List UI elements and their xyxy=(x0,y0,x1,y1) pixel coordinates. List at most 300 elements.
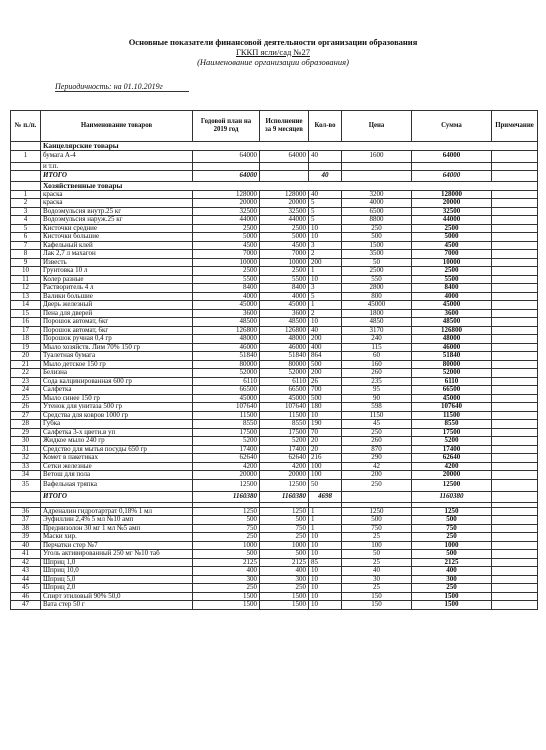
execution-9-months: 5500 xyxy=(260,275,309,284)
note xyxy=(492,601,538,610)
table-row xyxy=(11,411,538,420)
annual-plan: 300 xyxy=(193,575,260,584)
column-header: Примечание xyxy=(492,111,538,142)
quantity: 4698 xyxy=(309,491,342,502)
execution-9-months: 44000 xyxy=(260,216,309,225)
sum: 6110 xyxy=(412,377,492,386)
execution-9-months: 45000 xyxy=(260,301,309,310)
item-name: Водоэмульсия наруж.25 кг xyxy=(41,216,193,225)
note xyxy=(492,335,538,344)
price: 25 xyxy=(342,584,412,593)
column-header: Сумма xyxy=(412,111,492,142)
sum: 2500 xyxy=(412,224,492,233)
item-name: Мыло синее 150 гр xyxy=(41,394,193,403)
item-name: Шприц 5,0 xyxy=(41,575,193,584)
sum: 1160380 xyxy=(412,491,492,502)
annual-plan: 6110 xyxy=(193,377,260,386)
item-name: Перчатки стер №7 xyxy=(41,541,193,550)
execution-9-months: 8550 xyxy=(260,420,309,429)
quantity: 10 xyxy=(309,575,342,584)
sum: 45000 xyxy=(412,301,492,310)
quantity: 50 xyxy=(309,479,342,491)
item-name: Сода калцинированная 600 гр xyxy=(41,377,193,386)
period-label: Периодичность: на 01.10.2019г xyxy=(55,82,163,91)
item-name: Колер разные xyxy=(41,275,193,284)
item-name: Порошок ручная 0,4 гр xyxy=(41,335,193,344)
annual-plan: 4500 xyxy=(193,241,260,250)
annual-plan: 10000 xyxy=(193,258,260,267)
price: 800 xyxy=(342,292,412,301)
quantity: 10 xyxy=(309,601,342,610)
execution-9-months: 66500 xyxy=(260,386,309,395)
item-name: Пена для дверей xyxy=(41,309,193,318)
price: 8800 xyxy=(342,216,412,225)
note xyxy=(492,411,538,420)
note xyxy=(492,550,538,559)
price: 1600 xyxy=(342,150,412,162)
item-name: Водоэмульсия внутр.25 кг xyxy=(41,207,193,216)
price: 3170 xyxy=(342,326,412,335)
quantity: 40 xyxy=(309,150,342,162)
execution-9-months: 4200 xyxy=(260,462,309,471)
sum: 500 xyxy=(412,516,492,525)
quantity: 10 xyxy=(309,224,342,233)
table-row xyxy=(11,190,538,199)
table-row xyxy=(11,335,538,344)
price: 1500 xyxy=(342,241,412,250)
execution-9-months: 48000 xyxy=(260,335,309,344)
sum: 11500 xyxy=(412,411,492,420)
row-number: 23 xyxy=(11,377,41,386)
item-name: Уголь активированный 250 мг №10 таб xyxy=(41,550,193,559)
annual-plan xyxy=(193,162,260,171)
execution-9-months: 64000 xyxy=(260,150,309,162)
section-title: Канцелярские товары xyxy=(41,142,538,151)
sum: 80000 xyxy=(412,360,492,369)
item-name: Вата стер 50 г xyxy=(41,601,193,610)
annual-plan: 64000 xyxy=(193,150,260,162)
row-number: 2 xyxy=(11,199,41,208)
note xyxy=(492,199,538,208)
quantity: 10 xyxy=(309,541,342,550)
row-number: 39 xyxy=(11,533,41,542)
execution-9-months: 2125 xyxy=(260,558,309,567)
quantity: 20 xyxy=(309,445,342,454)
quantity: 3 xyxy=(309,241,342,250)
quantity: 3 xyxy=(309,284,342,293)
row-number: 17 xyxy=(11,326,41,335)
column-header: Наименование товаров xyxy=(41,111,193,142)
sum: 8400 xyxy=(412,284,492,293)
row-number: 18 xyxy=(11,335,41,344)
row-number: 30 xyxy=(11,437,41,446)
annual-plan: 1500 xyxy=(193,601,260,610)
price: 250 xyxy=(342,224,412,233)
table-row xyxy=(11,454,538,463)
quantity: 10 xyxy=(309,550,342,559)
table-row xyxy=(11,420,538,429)
item-name: и т.п. xyxy=(41,162,193,171)
execution-9-months xyxy=(260,162,309,171)
row-number: 29 xyxy=(11,428,41,437)
section-title: Хозяйственные товары xyxy=(41,182,538,191)
note xyxy=(492,420,538,429)
annual-plan: 44000 xyxy=(193,216,260,225)
annual-plan: 5200 xyxy=(193,437,260,446)
note xyxy=(492,318,538,327)
annual-plan: 12500 xyxy=(193,479,260,491)
table-row xyxy=(11,550,538,559)
note xyxy=(492,516,538,525)
annual-plan: 48000 xyxy=(193,335,260,344)
row-number: 7 xyxy=(11,241,41,250)
table-row xyxy=(11,558,538,567)
row-number: 42 xyxy=(11,558,41,567)
note xyxy=(492,207,538,216)
row-number xyxy=(11,162,41,171)
table-row xyxy=(11,258,538,267)
row-number: 22 xyxy=(11,369,41,378)
note xyxy=(492,267,538,276)
execution-9-months: 126800 xyxy=(260,326,309,335)
note xyxy=(492,533,538,542)
execution-9-months xyxy=(260,171,309,182)
annual-plan: 80000 xyxy=(193,360,260,369)
sum: 1500 xyxy=(412,592,492,601)
table-row xyxy=(11,162,538,171)
item-name: Маски хир. xyxy=(41,533,193,542)
sum: 2125 xyxy=(412,558,492,567)
item-name: Мыло хозяйств. Лим 70% 150 гр xyxy=(41,343,193,352)
note xyxy=(492,524,538,533)
item-name: Губка xyxy=(41,420,193,429)
execution-9-months: 52000 xyxy=(260,369,309,378)
execution-9-months: 4500 xyxy=(260,241,309,250)
sum: 2500 xyxy=(412,267,492,276)
annual-plan: 4200 xyxy=(193,462,260,471)
column-header: Годовой план на 2019 год xyxy=(193,111,260,142)
quantity: 5 xyxy=(309,199,342,208)
organization-caption: (Наименование организации образования) xyxy=(197,57,349,67)
execution-9-months: 107640 xyxy=(260,403,309,412)
execution-9-months: 20000 xyxy=(260,199,309,208)
table-row xyxy=(11,507,538,516)
quantity: 200 xyxy=(309,258,342,267)
price: 4000 xyxy=(342,199,412,208)
table-row xyxy=(11,318,538,327)
note xyxy=(492,394,538,403)
row-number: 28 xyxy=(11,420,41,429)
quantity xyxy=(309,162,342,171)
table-row xyxy=(11,428,538,437)
annual-plan: 500 xyxy=(193,516,260,525)
note xyxy=(492,479,538,491)
execution-9-months: 750 xyxy=(260,524,309,533)
execution-9-months: 17500 xyxy=(260,428,309,437)
quantity: 10 xyxy=(309,411,342,420)
annual-plan: 250 xyxy=(193,533,260,542)
table-row xyxy=(11,386,538,395)
item-name: Спирт этиловый 90% 50,0 xyxy=(41,592,193,601)
sum: 107640 xyxy=(412,403,492,412)
row-number: 40 xyxy=(11,541,41,550)
table-row xyxy=(11,292,538,301)
price: 260 xyxy=(342,369,412,378)
item-name: Дверь железный xyxy=(41,301,193,310)
quantity: 5 xyxy=(309,216,342,225)
execution-9-months: 2500 xyxy=(260,224,309,233)
row-number: 5 xyxy=(11,224,41,233)
row-number: 34 xyxy=(11,471,41,480)
item-name: бумага А-4 xyxy=(41,150,193,162)
sum: 1250 xyxy=(412,507,492,516)
execution-9-months: 32500 xyxy=(260,207,309,216)
note xyxy=(492,454,538,463)
execution-9-months: 5200 xyxy=(260,437,309,446)
annual-plan: 17500 xyxy=(193,428,260,437)
annual-plan: 45000 xyxy=(193,394,260,403)
table-row xyxy=(11,524,538,533)
price: 500 xyxy=(342,233,412,242)
total-row xyxy=(11,171,538,182)
table-row xyxy=(11,284,538,293)
sum: 4200 xyxy=(412,462,492,471)
execution-9-months: 7000 xyxy=(260,250,309,259)
table-row xyxy=(11,343,538,352)
sum: 3600 xyxy=(412,309,492,318)
row-number: 8 xyxy=(11,250,41,259)
item-name: Кисточки средние xyxy=(41,224,193,233)
annual-plan: 1500 xyxy=(193,592,260,601)
note xyxy=(492,360,538,369)
execution-9-months: 46000 xyxy=(260,343,309,352)
note xyxy=(492,558,538,567)
table-row xyxy=(11,224,538,233)
annual-plan: 8400 xyxy=(193,284,260,293)
price: 150 xyxy=(342,601,412,610)
execution-9-months: 6110 xyxy=(260,377,309,386)
price: 50 xyxy=(342,550,412,559)
table-row xyxy=(11,533,538,542)
price: 750 xyxy=(342,524,412,533)
annual-plan: 3600 xyxy=(193,309,260,318)
annual-plan: 52000 xyxy=(193,369,260,378)
item-name: Преднизолон 30 мг 1 мл №5 амп xyxy=(41,524,193,533)
row-number: 43 xyxy=(11,567,41,576)
item-name: Кафельный клей xyxy=(41,241,193,250)
row-number: 14 xyxy=(11,301,41,310)
quantity: 864 xyxy=(309,352,342,361)
table-row xyxy=(11,275,538,284)
section-num-cell xyxy=(11,182,41,191)
quantity: 1 xyxy=(309,507,342,516)
execution-9-months: 500 xyxy=(260,516,309,525)
section-row xyxy=(11,142,538,151)
item-name: Жидкое мыло 240 гр xyxy=(41,437,193,446)
execution-9-months: 51840 xyxy=(260,352,309,361)
item-name: Лак 2,7 л махагон xyxy=(41,250,193,259)
quantity: 100 xyxy=(309,462,342,471)
table-row xyxy=(11,516,538,525)
table-row xyxy=(11,403,538,412)
quantity: 10 xyxy=(309,275,342,284)
sum: 5500 xyxy=(412,275,492,284)
price: 1250 xyxy=(342,507,412,516)
row-number: 26 xyxy=(11,403,41,412)
table-row xyxy=(11,150,538,162)
quantity: 40 xyxy=(309,171,342,182)
item-name: Известь xyxy=(41,258,193,267)
annual-plan: 2500 xyxy=(193,267,260,276)
note xyxy=(492,284,538,293)
quantity: 1 xyxy=(309,267,342,276)
row-number: 37 xyxy=(11,516,41,525)
execution-9-months: 11500 xyxy=(260,411,309,420)
note xyxy=(492,541,538,550)
sum: 62640 xyxy=(412,454,492,463)
organization-name: ГККП ясли/сад №27 xyxy=(235,47,311,57)
annual-plan: 62640 xyxy=(193,454,260,463)
sum: 126800 xyxy=(412,326,492,335)
execution-9-months: 500 xyxy=(260,550,309,559)
sum: 5200 xyxy=(412,437,492,446)
price: 30 xyxy=(342,575,412,584)
annual-plan: 2500 xyxy=(193,224,260,233)
note xyxy=(492,428,538,437)
sum: 500 xyxy=(412,550,492,559)
annual-plan: 5500 xyxy=(193,275,260,284)
table-row xyxy=(11,437,538,446)
price: 2800 xyxy=(342,284,412,293)
column-header: Цена xyxy=(342,111,412,142)
sum: 45000 xyxy=(412,394,492,403)
quantity: 1 xyxy=(309,524,342,533)
sum: 52000 xyxy=(412,369,492,378)
price: 2500 xyxy=(342,267,412,276)
row-number: 32 xyxy=(11,454,41,463)
item-name: Вафельная тряпка xyxy=(41,479,193,491)
row-number: 16 xyxy=(11,318,41,327)
note xyxy=(492,462,538,471)
price: 1150 xyxy=(342,411,412,420)
price: 3500 xyxy=(342,250,412,259)
table-row xyxy=(11,369,538,378)
price: 6500 xyxy=(342,207,412,216)
table-row xyxy=(11,479,538,491)
quantity: 5 xyxy=(309,207,342,216)
row-number: 36 xyxy=(11,507,41,516)
execution-9-months: 300 xyxy=(260,575,309,584)
annual-plan: 4000 xyxy=(193,292,260,301)
quantity: 10 xyxy=(309,592,342,601)
sum: 5000 xyxy=(412,233,492,242)
note xyxy=(492,292,538,301)
quantity: 70 xyxy=(309,428,342,437)
execution-9-months: 1500 xyxy=(260,601,309,610)
row-number: 33 xyxy=(11,462,41,471)
row-number: 12 xyxy=(11,284,41,293)
item-name: Кисточки большие xyxy=(41,233,193,242)
sum: 17400 xyxy=(412,445,492,454)
quantity: 10 xyxy=(309,567,342,576)
price: 40 xyxy=(342,567,412,576)
note xyxy=(492,216,538,225)
note xyxy=(492,258,538,267)
quantity: 1 xyxy=(309,301,342,310)
price: 42 xyxy=(342,462,412,471)
table-row xyxy=(11,309,538,318)
quantity: 2 xyxy=(309,309,342,318)
table-row xyxy=(11,241,538,250)
item-name: Сетки железные xyxy=(41,462,193,471)
column-header: Кол-во xyxy=(309,111,342,142)
table-row xyxy=(11,601,538,610)
quantity: 100 xyxy=(309,471,342,480)
quantity: 1 xyxy=(309,516,342,525)
quantity: 40 xyxy=(309,326,342,335)
price: 150 xyxy=(342,592,412,601)
sum: 48000 xyxy=(412,335,492,344)
table-row xyxy=(11,326,538,335)
price: 95 xyxy=(342,386,412,395)
execution-9-months: 2500 xyxy=(260,267,309,276)
item-name: краска xyxy=(41,190,193,199)
price: 235 xyxy=(342,377,412,386)
row-number: 9 xyxy=(11,258,41,267)
sum: 250 xyxy=(412,584,492,593)
note xyxy=(492,301,538,310)
price: 25 xyxy=(342,558,412,567)
note xyxy=(492,369,538,378)
row-number: 24 xyxy=(11,386,41,395)
item-name: ИТОГО xyxy=(41,171,193,182)
quantity: 400 xyxy=(309,343,342,352)
column-header: Исполнение за 9 месяцев xyxy=(260,111,309,142)
table-row xyxy=(11,301,538,310)
note xyxy=(492,190,538,199)
quantity: 500 xyxy=(309,360,342,369)
note xyxy=(492,150,538,162)
total-row xyxy=(11,491,538,502)
table-row xyxy=(11,360,538,369)
sum: 44000 xyxy=(412,216,492,225)
annual-plan: 48500 xyxy=(193,318,260,327)
annual-plan: 20000 xyxy=(193,199,260,208)
item-name: Эуфиллин 2,4% 5 мл №10 амп xyxy=(41,516,193,525)
note xyxy=(492,162,538,171)
execution-9-months: 4000 xyxy=(260,292,309,301)
row-number: 41 xyxy=(11,550,41,559)
period-underline xyxy=(55,91,189,92)
note xyxy=(492,233,538,242)
table-row xyxy=(11,199,538,208)
table-row xyxy=(11,584,538,593)
annual-plan: 5000 xyxy=(193,233,260,242)
execution-9-months: 10000 xyxy=(260,258,309,267)
row-number: 31 xyxy=(11,445,41,454)
note xyxy=(492,343,538,352)
note xyxy=(492,309,538,318)
item-name: Шприц 1,0 xyxy=(41,558,193,567)
price: 115 xyxy=(342,343,412,352)
annual-plan: 66500 xyxy=(193,386,260,395)
row-number: 47 xyxy=(11,601,41,610)
annual-plan: 107640 xyxy=(193,403,260,412)
table-row xyxy=(11,233,538,242)
row-number: 15 xyxy=(11,309,41,318)
execution-9-months: 400 xyxy=(260,567,309,576)
execution-9-months: 12500 xyxy=(260,479,309,491)
